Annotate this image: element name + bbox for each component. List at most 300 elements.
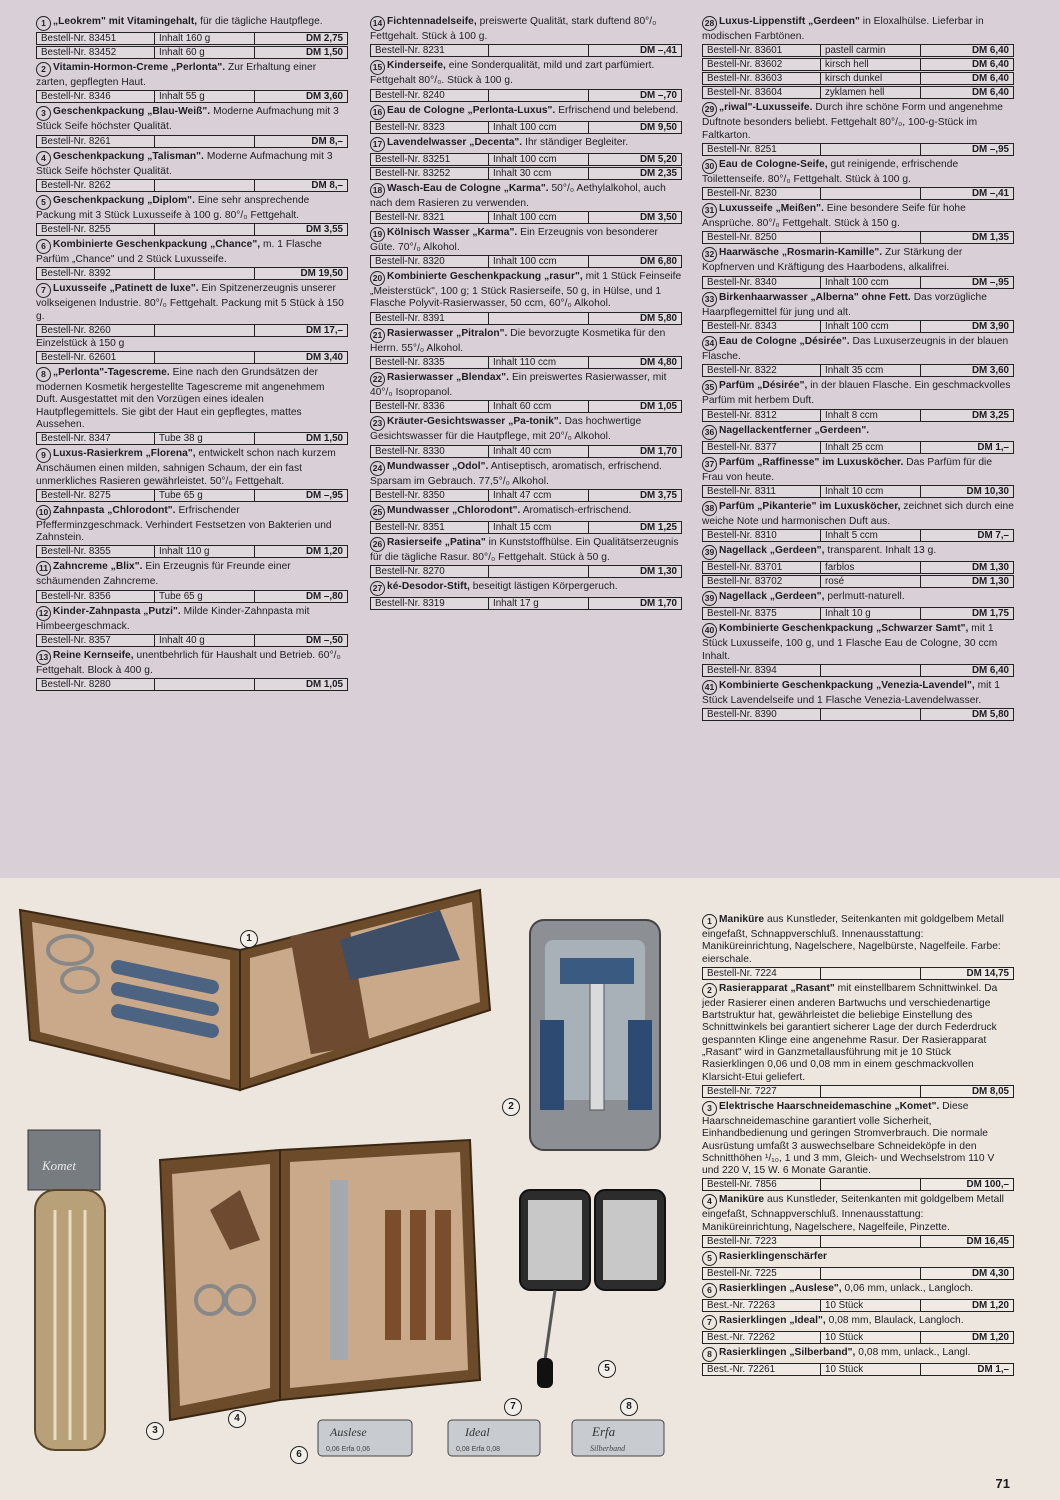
product-item [36, 195, 348, 236]
item-number: 28 [702, 16, 717, 31]
product-item [36, 505, 348, 559]
price: DM 19,50 [300, 268, 343, 280]
order-row [36, 46, 348, 59]
product-item [702, 545, 1014, 588]
column-2 [370, 16, 682, 613]
order-row [36, 545, 348, 558]
item-number: 31 [702, 203, 717, 218]
price: DM 1,20 [971, 1300, 1009, 1312]
order-number: Bestell-Nr. 8335 [371, 357, 489, 368]
product-name: Parfüm „Raffinesse" im Luxusköcher. [719, 456, 904, 468]
product-description [370, 105, 682, 120]
product-text: Zur Erhaltung einer zarten, gepflegten Haut. [36, 62, 317, 88]
product-name: Zahncreme „Blix". [53, 561, 143, 573]
price: DM 8,– [311, 135, 343, 147]
product-text: Moderne Aufmachung mit 3 Stück Seife höchster Qualität. [36, 106, 339, 133]
price: DM 3,75 [639, 489, 677, 501]
order-row [36, 634, 348, 647]
order-row [370, 211, 682, 224]
product-text: Das Parfüm für die Frau von heute. [702, 456, 993, 483]
item-number: 8 [702, 1347, 717, 1362]
item-number: 26 [370, 537, 385, 552]
order-row [702, 485, 1014, 498]
order-number: Bestell-Nr. 8251 [703, 144, 821, 155]
product-text: Das vorzügliche Haarpflegemittel für jung und alt. [702, 291, 987, 318]
product-description [370, 183, 682, 210]
order-number: Bestell-Nr. 8347 [37, 433, 155, 444]
product-item [702, 1315, 1014, 1344]
price: DM 100,– [966, 1179, 1009, 1191]
product-name: Kombinierte Geschenkpackung „rasur", [387, 271, 583, 283]
content-amount [821, 1236, 921, 1247]
razor-blade-auslese [318, 1420, 412, 1456]
content-amount [821, 709, 921, 720]
content-amount: Inhalt 17 g [489, 598, 589, 609]
product-item [702, 1283, 1014, 1312]
price: DM 3,60 [305, 91, 343, 103]
order-number: Bestell-Nr. 8321 [371, 212, 489, 223]
column-4 [702, 914, 1014, 1379]
item-number: 6 [36, 239, 51, 254]
order-row [702, 44, 1014, 57]
price: DM –,70 [639, 89, 677, 101]
price: DM 1,25 [639, 521, 677, 533]
product-text: perlmutt-naturell. [824, 591, 905, 603]
products-illustration [0, 880, 700, 1500]
order-number: Bestell-Nr. 8255 [37, 224, 155, 235]
order-number: Bestell-Nr. 8260 [37, 325, 155, 336]
order-number: Bestell-Nr. 83601 [703, 45, 821, 56]
product-text: Erfrischend und belebend. [555, 104, 679, 116]
price: DM 1,70 [639, 598, 677, 610]
item-number: 3 [702, 1101, 717, 1116]
razor-blade-silberband [572, 1420, 664, 1456]
product-description [370, 537, 682, 564]
product-item [702, 336, 1014, 377]
order-number: Bestell-Nr. 83603 [703, 73, 821, 84]
product-extra: Einzelstück à 150 g [36, 338, 125, 350]
product-text: Eine sehr ansprechende Packung mit 3 Stück Luxusseife à 100 g. 80°/₀ Fettgehalt. [36, 194, 310, 221]
product-item [702, 983, 1014, 1098]
product-item [370, 183, 682, 224]
price: DM 1,20 [971, 1332, 1009, 1344]
product-text: m. 1 Flasche Parfüm „Chance" und 2 Stück Luxusseife. [36, 239, 322, 266]
order-row [702, 1331, 1014, 1344]
manicure-case-1-illustration [20, 890, 490, 1090]
product-name: Luxusseife „Patinett de luxe". [53, 283, 199, 295]
product-text: Eine nach den Grundsätzen der modernen Kosmetik hergestellte Tagescreme mit angenehmem Duft. Ausgestattet mit den Vorzügen eines idealen Hautpflegemittels. Sie gibt der Haut ein gepflegtes, mattes Aussehen. [36, 367, 325, 430]
product-name: Geschenkpackung „Talisman". [53, 150, 204, 162]
order-row [702, 967, 1014, 980]
item-number: 36 [702, 425, 717, 440]
order-row [702, 72, 1014, 85]
item-number: 8 [36, 367, 51, 382]
callout-2: 2 [502, 1098, 520, 1116]
product-text: Ein Erzeugnis für Freunde einer schäumenden Zahncreme. [36, 561, 291, 588]
content-amount [821, 144, 921, 155]
item-number: 18 [370, 183, 385, 198]
content-amount: Inhalt 160 g [155, 33, 255, 44]
item-number: 6 [702, 1283, 717, 1298]
product-name: Luxusseife „Meißen". [719, 203, 824, 215]
product-name: Rasierseife „Patina" [387, 536, 486, 548]
content-amount [155, 136, 255, 147]
item-number: 34 [702, 336, 717, 351]
order-number: Bestell-Nr. 8319 [371, 598, 489, 609]
product-item [36, 367, 348, 445]
price: DM 3,55 [305, 224, 343, 236]
item-number: 37 [702, 457, 717, 472]
product-name: Nagellack „Gerdeen", [719, 545, 825, 557]
product-item [36, 106, 348, 147]
product-item [702, 680, 1014, 721]
product-text: in Kunststoffhülse. Ein Qualitätserzeugnis für die tägliche Rasur. 80°/₀ Fettgehalt. Stück à 50 g. [370, 536, 679, 563]
column-1 [36, 16, 348, 694]
product-description [370, 16, 682, 43]
price: DM 17,– [305, 325, 343, 337]
order-number: Bestell-Nr. 8311 [703, 486, 821, 497]
product-name: Eau de Cologne-Seife, [719, 158, 828, 170]
order-number: Bestell-Nr. 8355 [37, 546, 155, 557]
product-name: Rasierklingen „Silberband", [719, 1347, 856, 1359]
product-text: Durch ihre schöne Form und angenehme Duftnote besonders beliebt. Fettgehalt 80°/₀, 100-g-Stück im Faltkarton. [702, 102, 1003, 141]
content-amount: pastell carmin [821, 45, 921, 56]
product-name: Kölnisch Wasser „Karma". [387, 226, 518, 238]
order-number: Bestell-Nr. 8322 [703, 365, 821, 376]
item-number: 5 [702, 1251, 717, 1266]
order-row [702, 561, 1014, 574]
product-item [370, 505, 682, 534]
product-description [702, 1101, 1014, 1177]
order-number: Bestell-Nr. 7224 [703, 968, 821, 979]
price: DM –,41 [639, 45, 677, 57]
order-row [702, 86, 1014, 99]
content-amount: Inhalt 110 ccm [489, 357, 589, 368]
content-amount: Inhalt 100 ccm [489, 256, 589, 267]
item-number: 27 [370, 581, 385, 596]
product-description [702, 1251, 1014, 1266]
item-number: 2 [36, 62, 51, 77]
content-amount [155, 268, 255, 279]
product-text: Das Luxuserzeugnis in der blauen Flasche. [702, 336, 1009, 363]
price: DM 8,05 [971, 1085, 1009, 1097]
order-row [370, 356, 682, 369]
product-item [370, 372, 682, 413]
item-number: 2 [702, 983, 717, 998]
item-number: 13 [36, 650, 51, 665]
order-row [702, 708, 1014, 721]
product-text: mit 1 Stück Lavendelseife und 1 Flasche Venezia-Lavendelwasser. [702, 679, 1000, 706]
product-name: ké-Desodor-Stift, [387, 581, 470, 593]
content-amount [489, 90, 589, 101]
content-amount [155, 352, 255, 363]
item-number: 22 [370, 372, 385, 387]
product-item [36, 283, 348, 364]
price: DM 1,– [977, 441, 1009, 453]
product-description [36, 151, 348, 178]
order-number: Bestell-Nr. 83602 [703, 59, 821, 70]
razor-blade-ideal [448, 1420, 540, 1456]
order-row [702, 607, 1014, 620]
content-amount [821, 1179, 921, 1190]
content-amount: Inhalt 60 g [155, 47, 255, 58]
item-number: 20 [370, 271, 385, 286]
product-name: Nagellack „Gerdeen", [719, 591, 825, 603]
order-row [36, 489, 348, 502]
content-amount: Inhalt 25 ccm [821, 442, 921, 453]
product-name: Fichtennadelseife, [387, 16, 477, 27]
order-row [370, 445, 682, 458]
manicure-case-2-illustration [160, 1140, 480, 1420]
product-name: Kombinierte Geschenkpackung „Venezia-Lavendel", [719, 679, 975, 691]
order-number: Bestell-Nr. 8340 [703, 277, 821, 288]
callout-3: 3 [146, 1422, 164, 1440]
product-name: Birkenhaarwasser „Alberna" ohne Fett. [719, 291, 911, 303]
content-amount: 10 Stück [821, 1332, 921, 1343]
order-number: Bestell-Nr. 8350 [371, 490, 489, 501]
content-amount: Inhalt 30 ccm [489, 168, 589, 179]
order-number: Bestell-Nr. 8262 [37, 180, 155, 191]
item-number: 39 [702, 591, 717, 606]
item-number: 32 [702, 247, 717, 262]
order-number: Bestell-Nr. 8275 [37, 490, 155, 501]
product-item [370, 60, 682, 101]
content-amount: Inhalt 10 g [821, 608, 921, 619]
product-name: Rasierwasser „Blendax". [387, 372, 510, 384]
product-text: Erfrischender Pfefferminzgeschmack. Verhindert Festsetzen von Bakterien und Zahnstein. [36, 504, 332, 544]
product-description [36, 448, 348, 488]
product-text: Aromatisch-erfrischend. [520, 504, 632, 516]
product-text: mit einstellbarem Schnittwinkel. Da jeder Rasierer einen anderen Bartwuchs und verschiedenartige Bartstruktur hat, gewährleistet die beliebige Einstellung des Schnittwinkels bei garantiert sicherer Lage der durch Federdruck gespannten Klinge eine angenehme Rasur. Der Rasierapparat „Rasant" wird in Ganzmetallausführung mit je 10 Stück Rasierklingen 0,06 und 0,08 mm in einem geschmackvollen Klarsicht-Etui geliefert. [702, 982, 998, 1083]
order-row [36, 432, 348, 445]
product-name: Rasierklingen „Ideal", [719, 1315, 826, 1327]
product-name: Luxus-Rasierkrem „Florena", [53, 448, 196, 460]
item-number: 9 [36, 448, 51, 463]
order-number: Bestell-Nr. 8375 [703, 608, 821, 619]
product-description [36, 283, 348, 323]
product-description [702, 1194, 1014, 1234]
blade-silberband-sub: Silberband [590, 1444, 626, 1453]
content-amount: Inhalt 5 ccm [821, 530, 921, 541]
product-name: Lavendelwasser „Decenta". [387, 136, 523, 148]
price: DM 1,05 [639, 401, 677, 413]
content-amount: 10 Stück [821, 1364, 921, 1375]
order-row [702, 231, 1014, 244]
order-number: Best.-Nr. 72261 [703, 1364, 821, 1375]
product-item [370, 537, 682, 578]
order-row [702, 664, 1014, 677]
order-row [370, 521, 682, 534]
order-row [702, 1299, 1014, 1312]
product-text: Zur Stärkung der Kopfnerven und Kräftigung des Haarbodens, alkalifrei. [702, 247, 963, 274]
product-item [370, 271, 682, 325]
item-number: 23 [370, 416, 385, 431]
content-amount: rosé [821, 576, 921, 587]
order-number: Bestell-Nr. 8330 [371, 446, 489, 457]
product-description [36, 106, 348, 133]
product-name: Nagellackentferner „Gerdeen". [719, 424, 870, 436]
order-number: Best.-Nr. 72263 [703, 1300, 821, 1311]
price: DM 1,75 [971, 608, 1009, 620]
product-text: Milde Kinder-Zahnpasta mit Himbeergeschmack. [36, 605, 310, 632]
order-number: Bestell-Nr. 8377 [703, 442, 821, 453]
clipper-brand-label: Komet [42, 1158, 76, 1173]
product-item [702, 591, 1014, 620]
item-number: 35 [702, 380, 717, 395]
content-amount [155, 224, 255, 235]
content-amount: Inhalt 8 ccm [821, 410, 921, 421]
order-number: Bestell-Nr. 8280 [37, 679, 155, 690]
content-amount: Inhalt 47 ccm [489, 490, 589, 501]
blade-auslese-label: Auslese [330, 1425, 367, 1439]
content-amount [821, 1086, 921, 1097]
page-number: 71 [995, 1476, 1010, 1491]
order-row [36, 179, 348, 192]
price: DM –,95 [971, 143, 1009, 155]
product-item [702, 159, 1014, 200]
order-row [370, 167, 682, 180]
price: DM 5,80 [971, 709, 1009, 721]
blade-sharpener-illustration [520, 1190, 665, 1388]
content-amount: Inhalt 100 ccm [489, 154, 589, 165]
product-item [36, 448, 348, 502]
callout-5: 5 [598, 1360, 616, 1378]
order-number: Bestell-Nr. 8261 [37, 136, 155, 147]
product-description [370, 328, 682, 355]
item-number: 5 [36, 195, 51, 210]
order-number: Bestell-Nr. 7227 [703, 1086, 821, 1097]
order-number: Bestell-Nr. 8357 [37, 635, 155, 646]
item-number: 15 [370, 60, 385, 75]
callout-7: 7 [504, 1398, 522, 1416]
order-number: Bestell-Nr. 8230 [703, 188, 821, 199]
product-description [702, 1315, 1014, 1330]
order-row [702, 441, 1014, 454]
product-description [370, 416, 682, 443]
product-name: Kinder-Zahnpasta „Putzi". [53, 605, 181, 617]
blade-ideal-label: Ideal [465, 1425, 490, 1439]
item-number: 14 [370, 16, 385, 31]
product-text: Das hochwertige Gesichtswasser für die Hautpflege, mit 20°/₀ Alkohol. [370, 416, 642, 443]
order-row [36, 324, 348, 337]
order-number: Bestell-Nr. 83451 [37, 33, 155, 44]
callout-1: 1 [240, 930, 258, 948]
item-number: 33 [702, 292, 717, 307]
content-amount [155, 180, 255, 191]
callout-6: 6 [290, 1446, 308, 1464]
order-number: Bestell-Nr. 8390 [703, 709, 821, 720]
product-name: Mundwasser „Odol". [387, 460, 489, 472]
product-text: aus Kunstleder, Seitenkanten mit goldgelbem Metall eingefaßt, Schnappverschluß. Innenausstattung: Maniküreinrichtung, Nagelschere, Nagelfeile, Pinzette. [702, 1194, 1004, 1233]
price: DM 5,20 [639, 153, 677, 165]
content-amount [821, 232, 921, 243]
price: DM 6,40 [971, 87, 1009, 99]
product-name: Kombinierte Geschenkpackung „Chance", [53, 239, 261, 251]
order-row [370, 255, 682, 268]
blade-auslese-sub: 0,06 Erfa 0,06 [326, 1446, 370, 1453]
product-name: Eau de Cologne „Perlonta-Luxus". [387, 104, 556, 116]
item-number: 25 [370, 505, 385, 520]
order-row [702, 276, 1014, 289]
price: DM 2,75 [305, 33, 343, 44]
product-name: Maniküre [719, 1194, 765, 1206]
product-description [702, 983, 1014, 1084]
order-number: Bestell-Nr. 8312 [703, 410, 821, 421]
product-item [36, 151, 348, 192]
product-description [702, 203, 1014, 230]
order-row [36, 32, 348, 45]
product-name: Eau de Cologne „Désirée". [719, 336, 850, 348]
product-description [702, 1347, 1014, 1362]
product-description [702, 457, 1014, 484]
order-row [702, 575, 1014, 588]
content-amount: Inhalt 40 g [155, 635, 255, 646]
product-description [702, 501, 1014, 528]
product-description [702, 914, 1014, 966]
order-number: Bestell-Nr. 7225 [703, 1268, 821, 1279]
price: DM 7,– [977, 530, 1009, 542]
product-item [702, 425, 1014, 454]
product-description [370, 60, 682, 87]
order-number: Bestell-Nr. 8394 [703, 665, 821, 676]
content-amount [489, 313, 589, 324]
price: DM 1,05 [305, 679, 343, 691]
product-text: Moderne Aufmachung mit 3 Stück Seife höchster Qualität. [36, 150, 333, 177]
order-row [370, 153, 682, 166]
product-description [702, 336, 1014, 363]
product-name: Rasierklingen „Auslese", [719, 1283, 842, 1295]
content-amount [821, 188, 921, 199]
item-number: 19 [370, 227, 385, 242]
product-name: „riwal"-Luxusseife. [719, 102, 813, 114]
content-amount [821, 1268, 921, 1279]
product-text: 50°/₀ Aethylalkohol, auch nach dem Rasieren zu verwenden. [370, 182, 666, 209]
order-number: Bestell-Nr. 8356 [37, 591, 155, 602]
content-amount: Inhalt 110 g [155, 546, 255, 557]
price: DM 6,40 [971, 59, 1009, 71]
order-row [370, 489, 682, 502]
product-text: Antiseptisch, aromatisch, erfrischend. Sparsam im Gebrauch. 77,5°/₀ Alkohol. [370, 460, 662, 487]
product-name: Luxus-Lippenstift „Gerdeen" [719, 16, 860, 27]
product-text: mit 1 Stück Luxusseife, 100 g, und 1 Flasche Eau de Cologne, 30 ccm Inhalt. [702, 623, 998, 662]
price: DM 5,80 [639, 312, 677, 324]
order-row [702, 1085, 1014, 1098]
order-row [370, 44, 682, 57]
content-amount: Inhalt 10 ccm [821, 486, 921, 497]
content-amount: zyklamen hell [821, 87, 921, 98]
price: DM 10,30 [966, 485, 1009, 497]
product-description [370, 505, 682, 520]
product-item [702, 1347, 1014, 1376]
order-number: Bestell-Nr. 8270 [371, 566, 489, 577]
product-description [36, 62, 348, 89]
blade-ideal-sub: 0,08 Erfa 0,08 [456, 1446, 500, 1453]
product-text: entwickelt schon nach kurzem Anschäumen einen milden, sahnigen Schaum, der ein fast unmerkliches Rasieren gewährleistet. 50°/₀ Fettgehalt. [36, 448, 336, 487]
product-description [702, 247, 1014, 274]
product-name: Rasierwasser „Pitralon". [387, 327, 508, 339]
order-row [370, 121, 682, 134]
content-amount [821, 968, 921, 979]
order-row [370, 312, 682, 325]
callout-4: 4 [228, 1410, 246, 1428]
product-item [370, 581, 682, 610]
price: DM 16,45 [966, 1236, 1009, 1248]
price: DM 9,50 [639, 121, 677, 133]
price: DM 1,50 [305, 47, 343, 58]
price: DM –,80 [305, 590, 343, 602]
content-amount: Inhalt 100 ccm [821, 277, 921, 288]
product-item [370, 227, 682, 268]
